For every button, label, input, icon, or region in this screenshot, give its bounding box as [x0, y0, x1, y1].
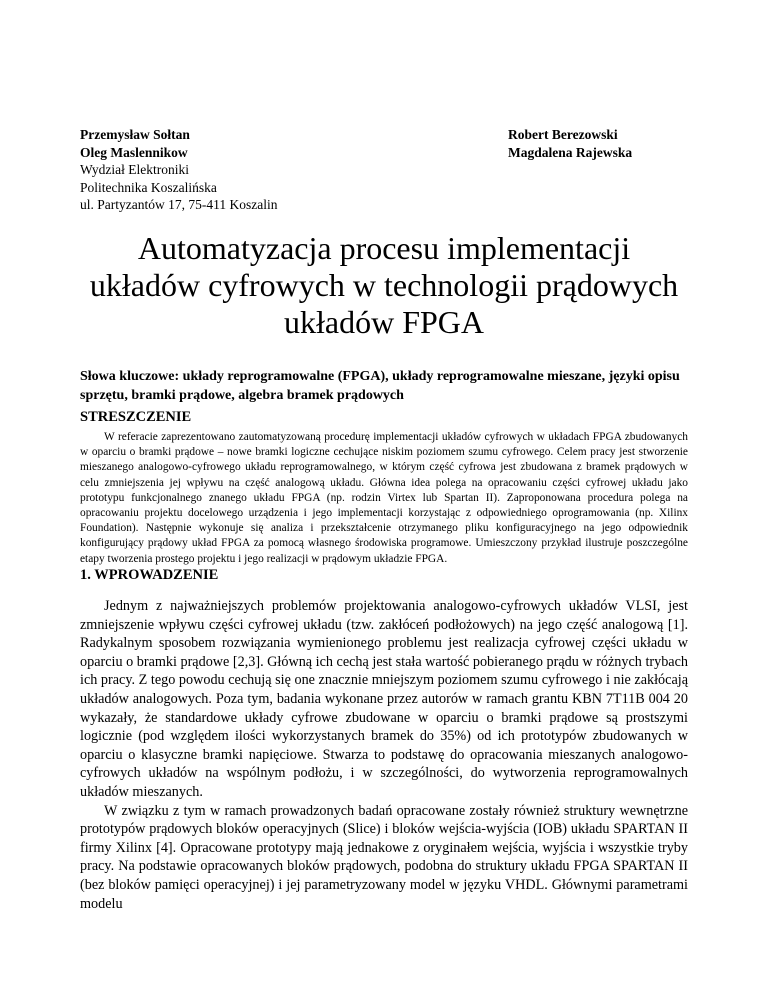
- authors-left: [80, 126, 277, 214]
- paper-title: Automatyzacja procesu implementacji układów cyfrowych w technologii prądowych układów FPGA: [89, 230, 679, 340]
- affiliation-department: Wydział Elektroniki: [80, 162, 190, 177]
- body-paragraph: W związku z tym w ramach prowadzonych badań opracowane zostały również struktury wewnętrzne prototypów prądowych bloków operacyjnych (Slice) i bloków wejścia-wyjścia (IOB) układu SPARTAN II firmy Xilinx [4]. Opracowane prototypy mają jednakowe z oryginałem wejścia, wyjścia i wszystkie tryby pracy. Na podstawie opracowanych bloków prądowych, podobna do struktury układu FPGA SPARTAN II (bez bloków pamięci operacyjnej) i jej parametryzowany model w języku VHDL. Głównymi parametrami modelu: [80, 802, 688, 912]
- author-name: Magdalena Rajewska: [508, 144, 633, 160]
- abstract-text: W referacie zaprezentowano zautomatyzowaną procedurę implementacji układów cyfrowych w układach FPGA zbudowanych w oparciu o bramki prądowe – nowe bramki logiczne cechujące niskim poziomem szumu cyfrowego. Celem pracy jest stworzenie mieszanego analogowo-cyfrowego układu reprogramowalnego, w którym część cyfrowa jest zbudowana z bramek prądowych w celu zmniejszenia jej wpływu na część analogową układu. Główna idea polega na opracowaniu części cyfrowej układu jako prototypu funkcjonalnego znanego układu FPGA (np. rodzin Virtex lub Spartan II). Zaproponowana procedura polega na opracowaniu projektu docelowego urządzenia i jego implementacji korzystając z odpowiedniego oprogramowania (np. Xilinx Foundation). Następnie wykonuje się analiza i przekształcenie otrzymanego pliku konfiguracyjnego na jego odpowiednik konfigurujący prądowy układ FPGA za pomocą własnego środowiska programowe. Umieszczony przykład ilustruje poszczególne etapy tworzenia prostego projektu i jego realizacji w prądowym układzie FPGA.: [80, 431, 688, 565]
- affiliation-address: ul. Partyzantów 17, 75-411 Koszalin: [80, 197, 278, 212]
- authors-right: [508, 126, 632, 161]
- author-name: Oleg Maslennikow: [80, 144, 188, 160]
- affiliation-university: Politechnika Koszalińska: [80, 179, 217, 195]
- author-name: Przemysław Sołtan: [80, 127, 190, 142]
- section-heading: 1. WPROWADZENIE: [80, 567, 219, 583]
- abstract-heading: STRESZCZENIE: [80, 409, 192, 425]
- keywords: Słowa kluczowe: układy reprogramowalne (FPGA), układy reprogramowalne mieszane, języki opisu sprzętu, bramki prądowe, algebra bramek prądowych: [80, 369, 680, 403]
- author-name: Robert Berezowski: [508, 127, 618, 142]
- section-body: [80, 597, 688, 913]
- body-paragraph: Jednym z najważniejszych problemów projektowania analogowo-cyfrowych układów VLSI, jest zmniejszenie wpływu części cyfrowej układu (tzw. zakłóceń podłożowych) na jego część analogową [1]. Radykalnym sposobem rozwiązania wymienionego problemu jest realizacja cyfrowej części układu w oparciu o bramki prądowe [2,3]. Główną ich cechą jest stała wartość pobieranego prądu w różnych trybach ich pracy. Z tego powodu cechują się one znacznie mniejszym poziomem szumu cyfrowego i nie zakłócają układów analogowych. Poza tym, badania wykonane przez autorów w ramach grantu KBN 7T11B 004 20 wykazały, że standardowe układy cyfrowe zbudowane w oparciu o bramki prądowe są prostszymi logicznie (pod względem ilości wykorzystanych bramek do 35%) od ich prototypów zbudowanych w oparciu o klasyczne bramki napięciowe. Stwarza to podstawę do opracowania mieszanych analogowo-cyfrowych układów na wspólnym podłożu, i w szczególności, do wytworzenia reprogramowalnych układów mieszanych.: [80, 598, 688, 800]
